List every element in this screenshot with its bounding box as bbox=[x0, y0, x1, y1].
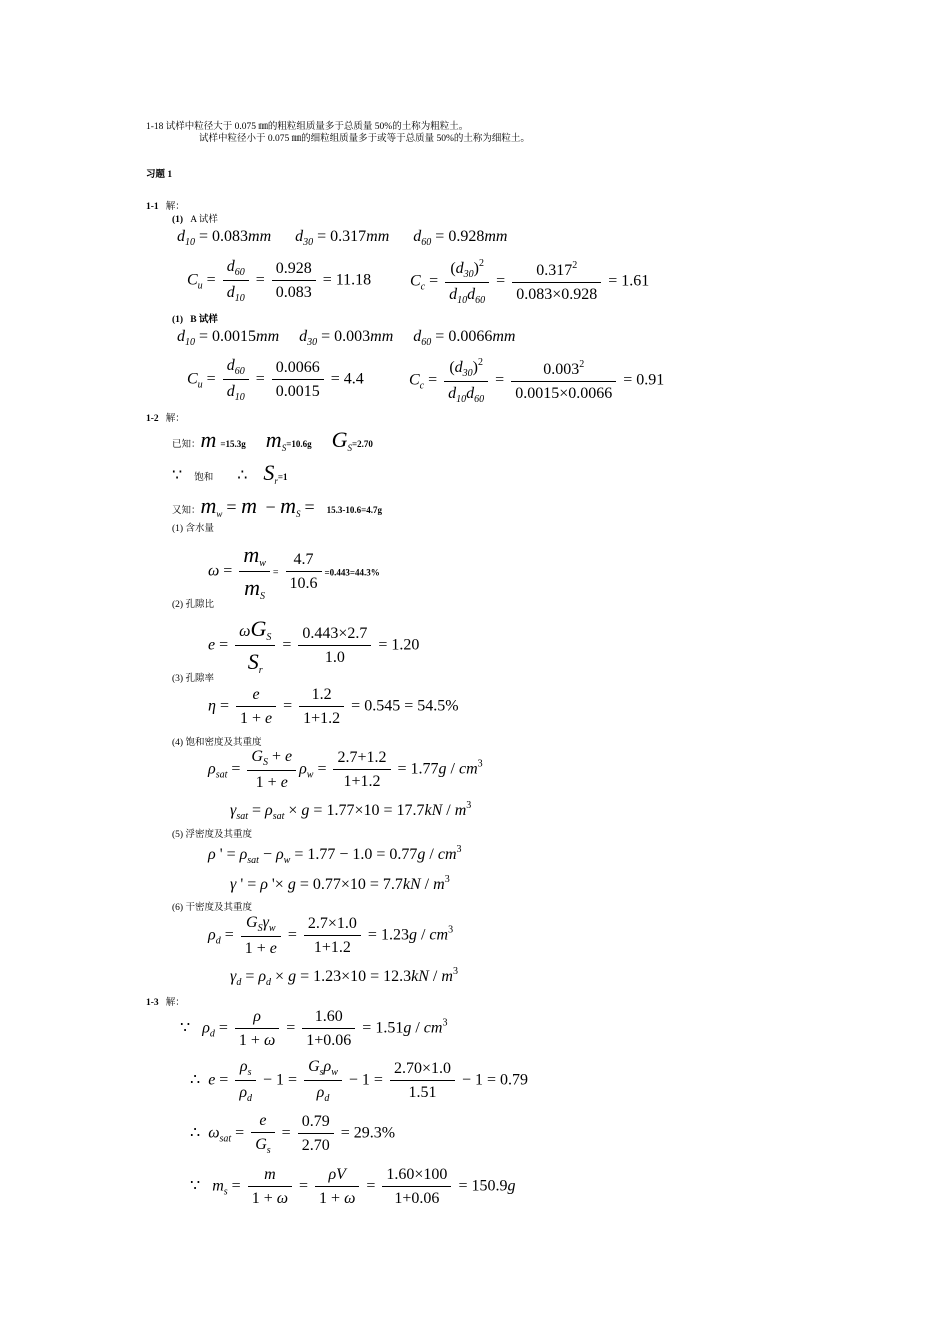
section-heading: 习题 1 bbox=[146, 170, 173, 180]
sample-a-cc: $C_c$ = $\frac{(d_{30})^2}{d_{10}d_{60}}$ = $\frac{0.317^2}{0.083\times 0.928}$ = 1.61 bbox=[410, 258, 650, 306]
saturation-condition: ∵ 饱和 ∴ $S_r=1$ bbox=[172, 460, 288, 486]
problem-1-3-label: 1-3 解： bbox=[146, 998, 185, 1008]
saturated-density-equation: $\rho_{sat}$ = $\frac{G_S + e}{1 + e}$ $\rho_w$ = $\frac{2.7+1.2}{1+1.2}$ = $1.77g / cm^3$ bbox=[208, 748, 483, 791]
step-6-label: (6) 干密度及其重度 bbox=[172, 903, 252, 913]
solid-mass-1-3: ∵ $m_s$ = $\frac{m}{1 + \omega}$ = $\frac{\rho V}{1 + \omega}$ = $\frac{1.60\times 100}{1+0.06}$ = 150.9g bbox=[190, 1166, 516, 1207]
dry-unit-weight-equation: $\gamma_d = \rho_d \times g = 1.23\times 10 = 12.3kN / m^3$ bbox=[230, 966, 458, 988]
void-ratio-equation: e = $\frac{\omega G_S}{S_r}$ = $\frac{0.443\times 2.7}{1.0}$ = 1.20 bbox=[208, 616, 420, 676]
porosity-equation: η = $\frac{e}{1 + e}$ = $\frac{1.2}{1+1.2}$ = 0.545 = 54.5% bbox=[208, 686, 459, 727]
problem-1-1-label: 1-1 解： bbox=[146, 202, 185, 212]
step-3-label: (3) 孔隙率 bbox=[172, 674, 214, 684]
dry-density-equation: $\rho_d$ = $\frac{G_S\gamma_w}{1 + e}$ = $\frac{2.7\times 1.0}{1+1.2}$ = $1.23g / cm^3$ bbox=[208, 914, 454, 957]
step-2-label: (2) 孔隙比 bbox=[172, 600, 214, 610]
problem-1-2-label: 1-2 解： bbox=[146, 414, 185, 424]
step-5-label: (5) 浮密度及其重度 bbox=[172, 830, 252, 840]
water-content-equation: ω = $\frac{m_w}{m_S}$ = $\frac{4.7}{10.6}$ =0.443=44.3% bbox=[208, 542, 380, 602]
sample-b-grain-sizes: $d_{10} = 0.0015mm$ $d_{30} = 0.003mm$ $d_{60} = 0.0066mm$ bbox=[177, 328, 516, 348]
buoyant-density-equation: ρ ' = $\rho_{sat} - \rho_w = 1.77 - 1.0 = 0.77g / cm^3$ bbox=[208, 844, 462, 866]
saturated-unit-weight-equation: $\gamma_{sat} = \rho_{sat} \times g = 1.77\times 10 = 17.7kN / m^3$ bbox=[230, 800, 472, 822]
known-values: 已知：m =15.3g $m_S=10.6g$ $G_S=2.70$ bbox=[172, 427, 373, 453]
sample-a-label: (1) A 试样 bbox=[172, 215, 218, 225]
sample-b-cu: $C_u$ = $\frac{d_{60}}{d_{10}}$ = $\frac{0.0066}{0.0015}$ = 4.4 bbox=[187, 357, 364, 403]
intro-line-2: 试样中粒径小于 0.075 ㎜的细粒组质量多于或等于总质量 50%的土称为细粒土。 bbox=[199, 134, 530, 144]
sample-b-cc: $C_c$ = $\frac{(d_{30})^2}{d_{10}d_{60}}$ = $\frac{0.003^2}{0.0015\times 0.0066}$ = 0.91 bbox=[409, 357, 665, 405]
dry-density-1-3: ∵ $\rho_d$ = $\frac{\rho}{1 + \omega}$ = $\frac{1.60}{1+0.06}$ = $1.51g / cm^3$ bbox=[180, 1008, 448, 1049]
void-ratio-1-3: ∴ e = $\frac{\rho_s}{\rho_d}$ − 1 = $\frac{G_s\rho_w}{\rho_d}$ − 1 = $\frac{2.70\times 1.0}{1.51}$ − 1 = 0.79 bbox=[190, 1058, 529, 1104]
sample-a-grain-sizes: $d_{10} = 0.083mm$ $d_{30} = 0.317mm$ $d_{60} = 0.928mm$ bbox=[177, 228, 508, 248]
saturated-water-content-1-3: ∴ $\omega_{sat}$ = $\frac{e}{G_s}$ = $\frac{0.79}{2.70}$ = 29.3% bbox=[190, 1112, 396, 1156]
sample-a-cu: $C_u$ = $\frac{d_{60}}{d_{10}}$ = $\frac{0.928}{0.083}$ = 11.18 bbox=[187, 258, 372, 304]
intro-line-1: 1-18 试样中粒径大于 0.075 ㎜的粗粒组质量多于总质量 50%的土称为粗粒土。 bbox=[146, 122, 469, 132]
step-4-label: (4) 饱和密度及其重度 bbox=[172, 738, 262, 748]
water-mass: 又知：$m_w = m - m_S$ = 15.3-10.6=4.7g bbox=[172, 493, 383, 519]
buoyant-unit-weight-equation: γ ' = ρ '× $g = 0.77\times 10 = 7.7kN / m^3$ bbox=[230, 874, 450, 893]
step-1-label: (1) 含水量 bbox=[172, 524, 214, 534]
sample-b-label: (1) B 试样 bbox=[172, 315, 218, 325]
